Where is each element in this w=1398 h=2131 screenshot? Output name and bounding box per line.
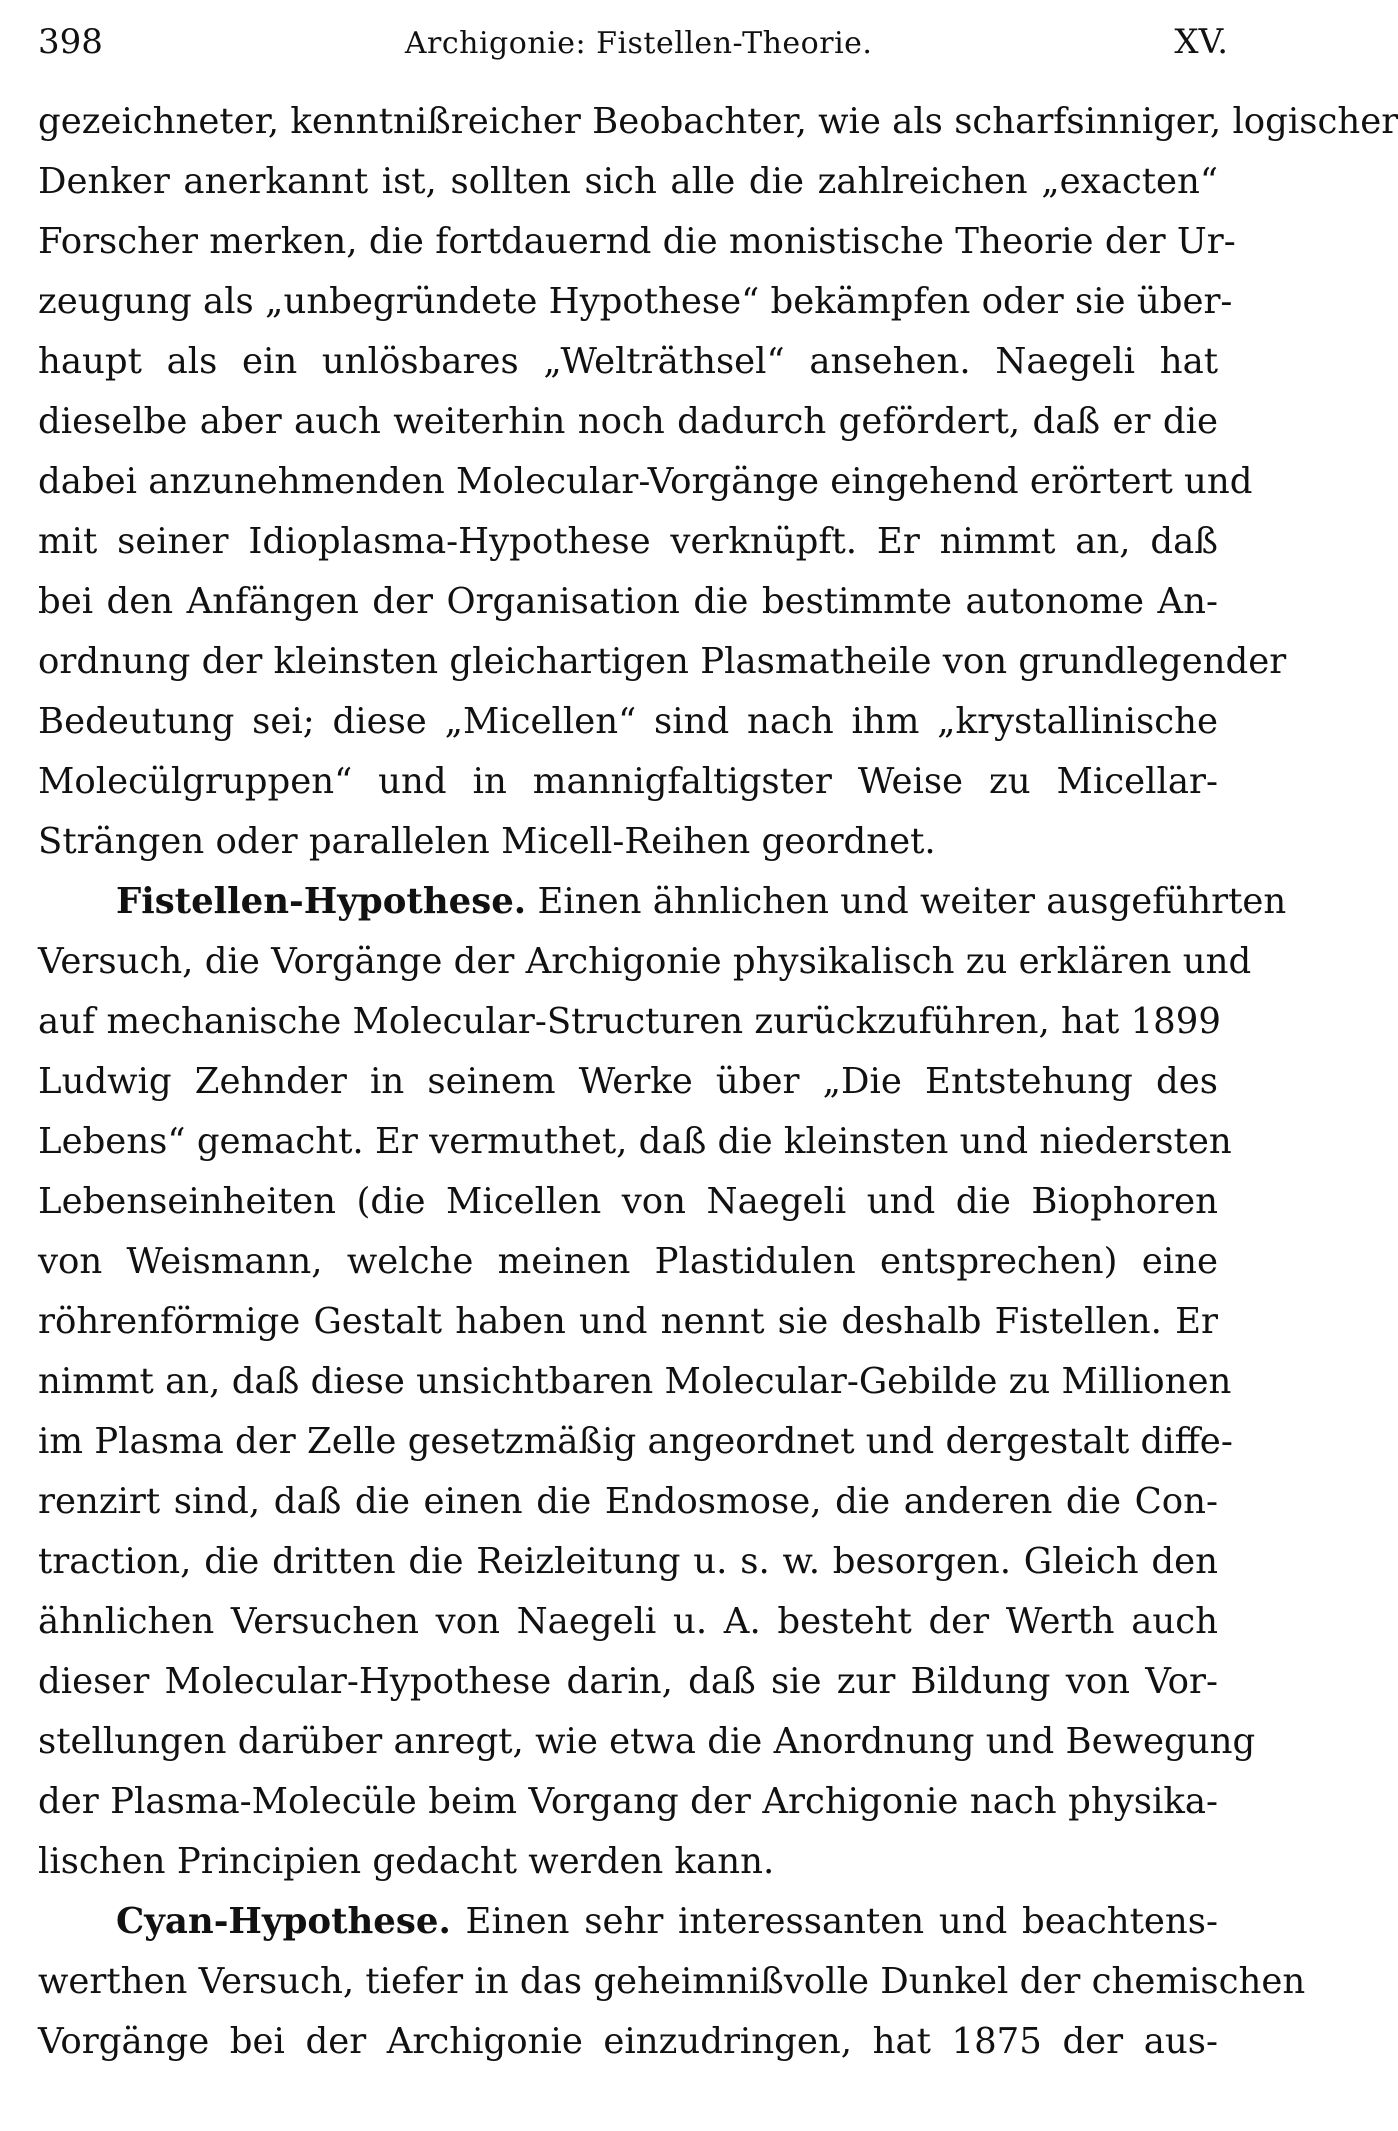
text-line: traction, die dritten die Reizleitung u. s. w. besorgen. Gleich den — [38, 1541, 1218, 1582]
page-body — [38, 92, 1398, 2072]
text-line: zeugung als „unbegründete Hypothese“ bekämpfen oder sie über- — [38, 281, 1233, 322]
text-line: Molecülgruppen“ und in mannigfaltigster Weise zu Micellar- — [38, 761, 1218, 802]
text-line: Strängen oder parallelen Micell-Reihen geordnet. — [38, 821, 936, 862]
text-line: gezeichneter, kenntnißreicher Beobachter, wie als scharfsinniger, logischer — [38, 101, 1398, 142]
text-run: Einen sehr interessanten und beachtens- — [465, 1901, 1218, 1942]
section-heading: Cyan-Hypothese. — [116, 1901, 451, 1942]
text-line: dieselbe aber auch weiterhin noch dadurch gefördert, daß er die — [38, 401, 1218, 442]
page-number: 398 — [38, 22, 103, 62]
text-line: werthen Versuch, tiefer in das geheimnißvolle Dunkel der chemischen — [38, 1961, 1306, 2002]
text-line: Lebenseinheiten (die Micellen von Naegeli und die Biophoren — [38, 1181, 1218, 1222]
text-line: ordnung der kleinsten gleichartigen Plasmatheile von grundlegender — [38, 641, 1287, 682]
text-line: mit seiner Idioplasma-Hypothese verknüpft. Er nimmt an, daß — [38, 521, 1218, 562]
text-line: Lebens“ gemacht. Er vermuthet, daß die kleinsten und niedersten — [38, 1121, 1232, 1162]
text-line: Denker anerkannt ist, sollten sich alle die zahlreichen „exacten“ — [38, 161, 1218, 202]
text-line: im Plasma der Zelle gesetzmäßig angeordnet und dergestalt diffe- — [38, 1421, 1233, 1462]
paragraph-first-line — [38, 1892, 1218, 1952]
text-run: Einen ähnlichen und weiter ausgeführten — [537, 881, 1287, 922]
text-line: nimmt an, daß diese unsichtbaren Molecular-Gebilde zu Millionen — [38, 1361, 1232, 1402]
text-line: dieser Molecular-Hypothese darin, daß sie zur Bildung von Vor- — [38, 1661, 1218, 1702]
page-header — [38, 22, 1228, 70]
text-line: Versuch, die Vorgänge der Archigonie physikalisch zu erklären und — [38, 941, 1252, 982]
text-line: lischen Principien gedacht werden kann. — [38, 1841, 775, 1882]
text-line: haupt als ein unlösbares „Welträthsel“ ansehen. Naegeli hat — [38, 341, 1218, 382]
text-line: ähnlichen Versuchen von Naegeli u. A. besteht der Werth auch — [38, 1601, 1218, 1642]
text-line: von Weismann, welche meinen Plastidulen entsprechen) eine — [38, 1241, 1218, 1282]
paragraph-3 — [38, 1892, 1306, 2072]
text-line: renzirt sind, daß die einen die Endosmose, die anderen die Con- — [38, 1481, 1218, 1522]
text-line: stellungen darüber anregt, wie etwa die Anordnung und Bewegung — [38, 1721, 1256, 1762]
text-line: Ludwig Zehnder in seinem Werke über „Die Entstehung des — [38, 1061, 1218, 1102]
text-line: bei den Anfängen der Organisation die bestimmte autonome An- — [38, 581, 1218, 622]
paragraph-2 — [38, 872, 1287, 1892]
paragraph-1 — [38, 92, 1398, 872]
chapter-number: XV. — [1174, 22, 1228, 62]
text-line: Bedeutung sei; diese „Micellen“ sind nach ihm „krystallinische — [38, 701, 1218, 742]
text-line: Forscher merken, die fortdauernd die monistische Theorie der Ur- — [38, 221, 1236, 262]
text-line: Vorgänge bei der Archigonie einzudringen, hat 1875 der aus- — [38, 2021, 1218, 2062]
text-line: röhrenförmige Gestalt haben und nennt sie deshalb Fistellen. Er — [38, 1301, 1218, 1342]
text-line: auf mechanische Molecular-Structuren zurückzuführen, hat 1899 — [38, 1001, 1221, 1042]
running-title: Archigonie: Fistellen-Theorie. — [404, 26, 873, 61]
section-heading: Fistellen-Hypothese. — [116, 881, 527, 922]
paragraph-first-line — [38, 872, 1287, 932]
text-line: dabei anzunehmenden Molecular-Vorgänge eingehend erörtert und — [38, 461, 1253, 502]
text-line: der Plasma-Molecüle beim Vorgang der Archigonie nach physika- — [38, 1781, 1218, 1822]
